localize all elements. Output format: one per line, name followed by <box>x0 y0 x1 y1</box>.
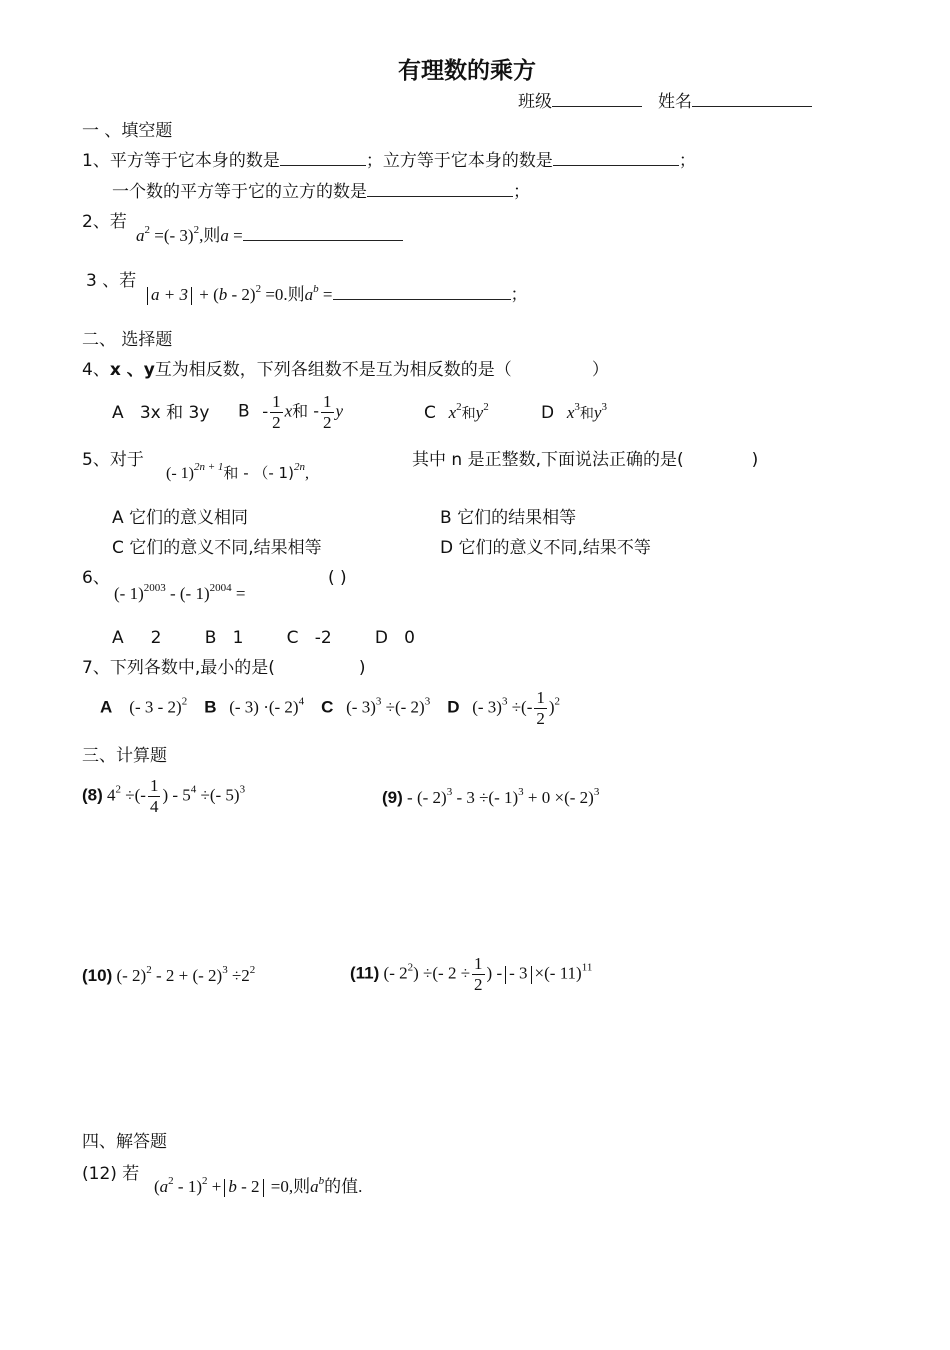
q7-c-expr1: (- 3) <box>346 697 376 717</box>
q3-blank[interactable] <box>333 285 511 300</box>
q4-a-text: 3x 和 3y <box>139 403 210 423</box>
q1-prefix: 1、平方等于它本身的数是 <box>82 151 280 171</box>
q3-exp-b: b <box>313 283 319 295</box>
q7-c-exp2: 3 <box>424 695 431 708</box>
section-answer: 四、解答题 <box>82 1132 167 1152</box>
q10-label: (10) <box>82 966 113 985</box>
q4-c-label: C <box>424 403 436 423</box>
q5-and: 和 - （- 1) <box>223 464 294 482</box>
q2-var-a2: a <box>220 226 229 245</box>
q8-e2: ÷(- <box>121 785 146 805</box>
q7-paren-end: ) <box>358 658 366 678</box>
q7-b-exp: 4 <box>298 695 305 708</box>
q7-c-expr2: ÷(- 2) <box>381 697 425 717</box>
q9-x3: 3 <box>593 786 600 798</box>
q7-options <box>100 688 560 729</box>
q3-abs-right <box>191 287 192 305</box>
q5-comma: , <box>304 465 309 482</box>
q4-b-and: 和 - <box>292 401 320 421</box>
q5-exp1: 2n + 1 <box>193 461 224 473</box>
question-9 <box>382 788 599 808</box>
q12-e4: - 2 <box>236 1177 260 1196</box>
q4-d-exp1: 3 <box>574 401 580 413</box>
q9-e1: - (- 2) <box>407 788 447 807</box>
q6-eq: = <box>231 584 246 603</box>
question-1-line2 <box>112 182 530 202</box>
question-12-expr <box>154 1177 362 1197</box>
q2-then: ,则 <box>199 226 221 245</box>
q10-x2: 3 <box>222 964 228 976</box>
q4-b-frac1: $\frac{1}{2}$ <box>272 392 281 432</box>
q1-line2-text: 一个数的平方等于它的立方的数是 <box>112 182 367 202</box>
question-6-prefix: 6、 <box>82 568 110 588</box>
q4-option-b[interactable] <box>238 392 343 433</box>
q6-exp2: 2004 <box>209 582 232 594</box>
q12-b: b <box>228 1177 237 1196</box>
q10-x1: 2 <box>146 964 152 976</box>
q11-abs-right <box>531 966 532 984</box>
q4-b-x: x <box>284 401 293 421</box>
q4-stem-text: 互为相反数，下列各组数不是互为相反数的是（ <box>154 360 512 380</box>
q4-y: y <box>143 360 155 380</box>
q8-e3: ) - 5 <box>162 785 191 805</box>
question-12-label: (12) 若 <box>82 1164 140 1184</box>
q1-end: ； <box>678 151 696 171</box>
q5-option-d[interactable]: D 它们的意义不同,结果不等 <box>440 538 651 558</box>
q9-e3: + 0 ×(- 2) <box>523 788 594 807</box>
q12-x1: 2 <box>168 1175 174 1187</box>
q2-exp2: 2 <box>193 224 200 236</box>
q3-abs-content: a + 3 <box>151 285 188 304</box>
q3-var-a: a <box>304 285 314 304</box>
q1-blank-3[interactable] <box>367 182 513 197</box>
question-2-prefix: 2、若 <box>82 212 127 232</box>
q7-d-expr2: ÷(- <box>507 697 533 717</box>
q12-e3: + <box>207 1177 222 1196</box>
q7-c-exp1: 3 <box>375 695 382 708</box>
q11-e2: ) ÷(- 2 ÷ <box>413 963 471 983</box>
q4-option-a[interactable] <box>112 403 209 423</box>
q5-option-a[interactable]: A 它们的意义相同 <box>112 508 249 528</box>
section-choice: 二、 选择题 <box>82 330 173 350</box>
q11-label: (11) <box>350 963 380 983</box>
q9-label: (9) <box>382 788 403 807</box>
q4-c-exp2: 2 <box>483 401 489 413</box>
name-blank[interactable] <box>692 92 812 107</box>
name-field <box>658 92 812 112</box>
class-field <box>518 92 642 112</box>
q3-eq: =0.则 <box>261 285 305 304</box>
q5-option-b[interactable]: B 它们的结果相等 <box>440 508 577 528</box>
q4-sep: 、 <box>120 360 144 380</box>
question-5-prefix: 5、对于 <box>82 450 144 470</box>
q5-exp2: 2n <box>293 461 305 473</box>
class-blank[interactable] <box>552 92 642 107</box>
name-label: 姓名 <box>658 92 692 112</box>
q9-x2: 3 <box>518 786 524 798</box>
q4-d-x: x <box>566 403 575 422</box>
q8-frac: $\frac{1}{4}$ <box>149 776 159 816</box>
q4-c-exp1: 2 <box>456 401 462 413</box>
q7-b-label[interactable]: B <box>204 697 217 717</box>
q12-e2: - 1) <box>173 1177 202 1196</box>
q2-exp: 2 <box>144 224 150 236</box>
class-label: 班级 <box>518 92 552 112</box>
question-5-stem <box>412 450 758 470</box>
q11-abs-left <box>505 966 506 984</box>
section-calculation: 三、计算题 <box>82 746 167 766</box>
q5-paren-end: ) <box>751 450 759 470</box>
q3-var-b: b <box>218 285 228 304</box>
q4-option-c[interactable] <box>424 403 489 423</box>
q2-var-a: a <box>136 226 145 245</box>
question-2-expr <box>136 226 403 246</box>
q3-end: ； <box>510 285 528 305</box>
q6-exp1: 2003 <box>143 582 166 594</box>
q6-expr2: - (- 1) <box>165 584 210 603</box>
section-fill-blank: 一 、填空题 <box>82 121 173 141</box>
q6-expr1: (- 1) <box>114 584 144 603</box>
q12-b2: b <box>318 1175 325 1187</box>
q11-abs-content: - 3 <box>509 963 528 983</box>
q11-e4: ×(- 11) <box>534 963 582 983</box>
q5-option-c[interactable]: C 它们的意义不同,结果相等 <box>112 538 322 558</box>
q4-num: 4、 <box>82 360 110 380</box>
q1-blank-1[interactable] <box>280 151 366 166</box>
question-7-stem <box>82 658 366 678</box>
q4-a-label: A <box>112 403 124 423</box>
q12-a: a <box>159 1177 169 1196</box>
q3-eq2: = <box>318 285 333 304</box>
q2-eq2: = <box>228 226 243 245</box>
q12-abs-right <box>263 1179 264 1197</box>
q8-x3: 3 <box>239 783 246 796</box>
q7-a-expr: (- 3 - 2) <box>129 697 182 717</box>
q12-e6: 的值. <box>324 1177 363 1196</box>
question-3-prefix: 3 、若 <box>86 271 137 291</box>
q7-d-frac: $\frac{1}{2}$ <box>536 688 545 728</box>
q6-options[interactable]: A 2 B 1 C -2 D 0 <box>112 628 415 648</box>
q4-c-x: x <box>448 403 457 422</box>
q7-stem-text: 7、下列各数中,最小的是( <box>82 658 275 678</box>
question-10 <box>82 966 255 986</box>
q4-d-and: 和 <box>579 406 594 422</box>
q7-d-expr1: (- 3) <box>472 697 502 717</box>
q1-line2-end: ； <box>513 182 530 202</box>
q11-x1: 2 <box>407 961 414 974</box>
q7-b-expr: (- 3) ·(- 2) <box>229 697 299 717</box>
q8-x1: 2 <box>115 783 122 796</box>
question-3-expr <box>144 285 528 305</box>
q3-minus: - 2) <box>227 285 256 304</box>
q4-d-exp2: 3 <box>601 401 607 413</box>
q10-e1: (- 2) <box>116 966 147 985</box>
q7-a-label[interactable]: A <box>100 697 113 717</box>
q11-frac: $\frac{1}{2}$ <box>474 954 483 994</box>
q12-e5: =0,则 <box>266 1177 311 1196</box>
q5-expr1: (- 1) <box>166 465 194 482</box>
q4-b-frac2: $\frac{1}{2}$ <box>323 392 332 432</box>
q12-a2: a <box>310 1177 319 1196</box>
q4-b-minus: - <box>262 401 269 421</box>
q4-x: x <box>109 360 121 380</box>
q4-b-y: y <box>335 401 344 421</box>
q3-exp: 2 <box>255 283 262 295</box>
q9-x1: 3 <box>446 786 453 798</box>
q12-x2: 2 <box>202 1175 208 1187</box>
q9-e2: - 3 ÷(- 1) <box>452 788 519 807</box>
q1-mid: ；立方等于它本身的数是 <box>365 151 553 171</box>
q4-b-label: B <box>238 401 250 422</box>
question-8 <box>82 776 245 817</box>
q7-d-exp1: 3 <box>501 695 508 708</box>
q7-a-exp: 2 <box>181 695 188 708</box>
q7-d-exp2: 2 <box>554 695 561 708</box>
q3-plus: + ( <box>194 285 219 304</box>
q4-d-label: D <box>541 403 555 423</box>
question-11 <box>350 954 592 995</box>
question-4-stem <box>82 360 609 380</box>
q10-e2: - 2 + (- 2) <box>151 966 223 985</box>
q5-stem-text: 其中 n 是正整数,下面说法正确的是( <box>412 450 684 470</box>
q4-c-y: y <box>475 403 484 422</box>
q12-e1: ( <box>154 1177 160 1196</box>
page-title: 有理数的乘方 <box>398 58 536 84</box>
q7-c-label[interactable]: C <box>321 697 334 717</box>
q12-abs-left <box>224 1179 225 1197</box>
q8-e1: 4 <box>107 785 116 805</box>
q11-e3: ) - <box>486 963 503 983</box>
q8-label: (8) <box>82 785 103 805</box>
q10-e3: ÷2 <box>227 966 250 985</box>
q4-paren-end: ） <box>591 360 609 380</box>
q4-d-y: y <box>593 403 602 422</box>
q4-option-d[interactable] <box>541 403 607 423</box>
q4-c-and: 和 <box>461 406 476 422</box>
q2-eq: =(- 3) <box>150 226 194 245</box>
q7-d-label[interactable]: D <box>447 697 460 717</box>
q7-d-close: ) <box>548 697 555 717</box>
q2-blank[interactable] <box>243 226 403 241</box>
q11-e1: (- 2 <box>383 963 408 983</box>
q8-x2: 4 <box>190 783 197 796</box>
q1-blank-2[interactable] <box>553 151 679 166</box>
q3-abs-left <box>147 287 148 305</box>
q6-answer-paren[interactable]: ( ) <box>328 568 347 588</box>
question-5-expr <box>166 461 309 483</box>
question-1 <box>82 151 696 171</box>
question-6-expr <box>114 584 245 604</box>
q8-e4: ÷(- 5) <box>196 785 240 805</box>
q10-x3: 2 <box>249 964 256 976</box>
q11-x2: 11 <box>581 961 593 974</box>
